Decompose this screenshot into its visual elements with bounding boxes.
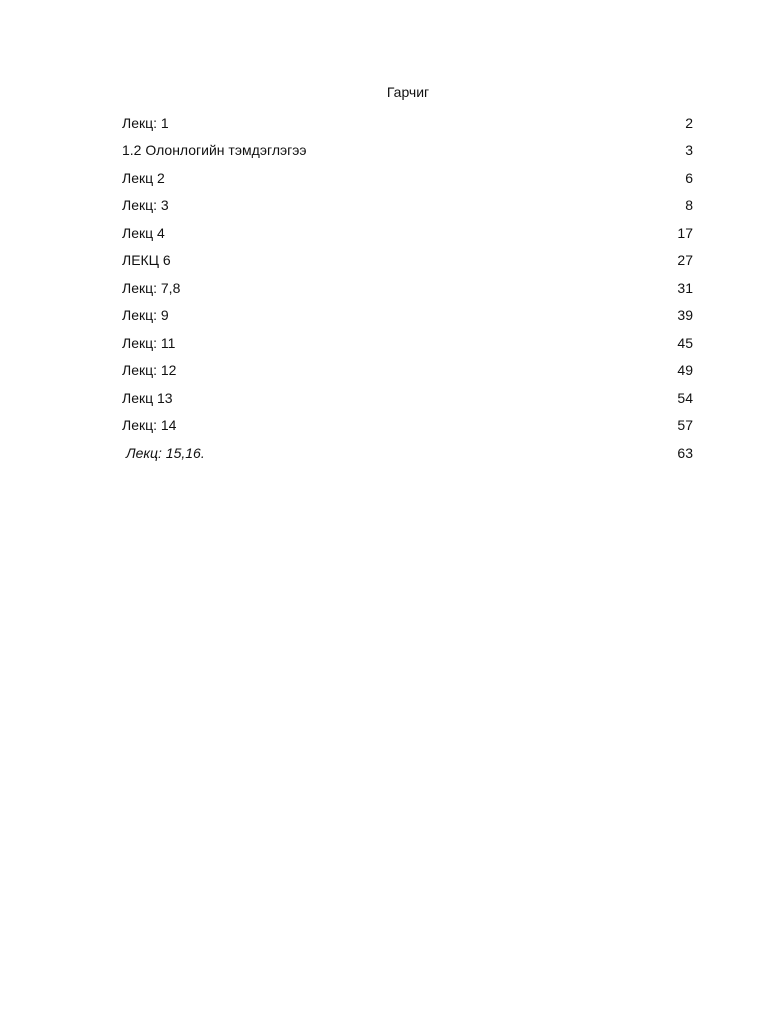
toc-entry-label: Лекц: 11	[122, 334, 176, 351]
toc-entry-label: ЛЕКЦ 6	[122, 252, 171, 269]
toc-entry[interactable]	[122, 357, 693, 385]
toc-entry-page-number: 3	[685, 142, 693, 159]
toc-entry-label: Лекц: 9	[122, 307, 169, 324]
toc-entry[interactable]	[122, 274, 693, 302]
toc-entry-page-number: 57	[677, 417, 693, 434]
toc-entry-page-number: 27	[677, 252, 693, 269]
toc-entry[interactable]	[122, 137, 693, 165]
toc-entry-page-number: 39	[677, 307, 693, 324]
toc-entry-label: Лекц: 12	[122, 362, 177, 379]
toc-entry-page-number: 31	[677, 279, 693, 296]
toc-entry[interactable]	[122, 192, 693, 220]
toc-entry-page-number: 17	[677, 224, 693, 241]
toc-entry-label: Лекц: 1	[122, 114, 169, 131]
toc-entry-label: Лекц 4	[122, 224, 165, 241]
toc-entry-label: Лекц: 3	[122, 197, 169, 214]
toc-entry[interactable]	[122, 302, 693, 330]
toc-title: Гарчиг	[386, 84, 430, 100]
table-of-contents	[122, 109, 693, 467]
toc-entry-page-number: 49	[677, 362, 693, 379]
toc-entry[interactable]	[122, 384, 693, 412]
toc-entry-label: 1.2 Олонлогийн тэмдэглэгээ	[122, 142, 307, 159]
toc-entry[interactable]	[122, 164, 693, 192]
toc-entry[interactable]	[122, 109, 693, 137]
toc-entry[interactable]	[122, 219, 693, 247]
toc-entry[interactable]	[122, 247, 693, 275]
toc-entry-page-number: 54	[677, 389, 693, 406]
toc-entry-label: Лекц: 14	[122, 417, 177, 434]
toc-entry-label: Лекц: 15,16.	[126, 444, 205, 461]
toc-entry[interactable]	[122, 412, 693, 440]
toc-entry-label: Лекц: 7,8	[122, 279, 181, 296]
toc-entry-page-number: 63	[677, 444, 693, 461]
toc-entry-label: Лекц 2	[122, 169, 165, 186]
toc-entry-page-number: 2	[685, 114, 693, 131]
toc-entry-page-number: 45	[677, 334, 693, 351]
toc-entry[interactable]	[122, 329, 693, 357]
toc-entry[interactable]	[122, 439, 693, 467]
toc-entry-label: Лекц 13	[122, 389, 173, 406]
toc-entry-page-number: 8	[685, 197, 693, 214]
toc-entry-page-number: 6	[685, 169, 693, 186]
